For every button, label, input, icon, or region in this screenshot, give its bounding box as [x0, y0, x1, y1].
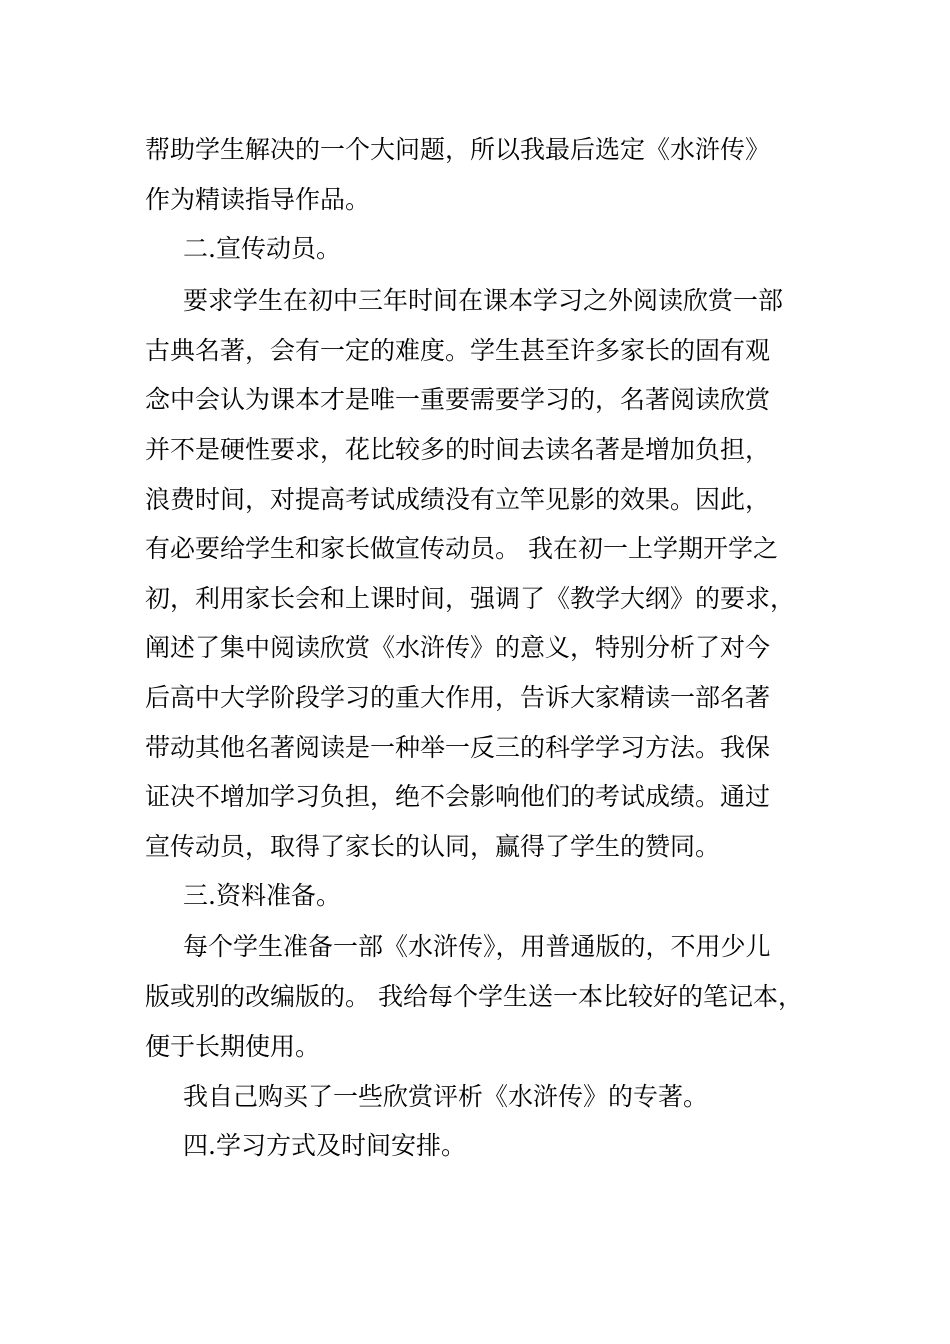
paragraph-line: 初，利用家长会和上课时间，强调了《教学大纲》的要求，	[145, 584, 796, 613]
paragraph-line: 宣传动员，取得了家长的认同，赢得了学生的赞同。	[145, 832, 721, 861]
paragraph-line: 证决不增加学习负担，绝不会影响他们的考试成绩。通过	[145, 782, 771, 811]
paragraph-line: 便于长期使用。	[145, 1032, 321, 1061]
paragraph-line: 后高中大学阶段学习的重大作用，告诉大家精读一部名著	[145, 683, 771, 712]
section-heading: 二.宣传动员。	[183, 234, 341, 263]
paragraph-line: 帮助学生解决的一个大问题，所以我最后选定《水浒传》	[145, 135, 771, 164]
paragraph-line: 每个学生准备一部《水浒传》，用普通版的，不用少儿	[183, 932, 771, 961]
paragraph-line: 带动其他名著阅读是一种举一反三的科学学习方法。我保	[145, 733, 771, 762]
section-heading: 三.资料准备。	[183, 881, 341, 910]
section-heading: 四.学习方式及时间安排。	[183, 1131, 466, 1160]
paragraph-line: 有必要给学生和家长做宣传动员。 我在初一上学期开学之	[145, 534, 778, 563]
paragraph-line: 要求学生在初中三年时间在课本学习之外阅读欣赏一部	[183, 286, 784, 315]
paragraph-line: 并不是硬性要求，花比较多的时间去读名著是增加负担，	[145, 435, 771, 464]
paragraph-line: 念中会认为课本才是唯一重要需要学习的，名著阅读欣赏	[145, 385, 771, 414]
paragraph-line: 阐述了集中阅读欣赏《水浒传》的意义，特别分析了对今	[145, 633, 771, 662]
paragraph-line: 浪费时间，对提高考试成绩没有立竿见影的效果。因此，	[145, 485, 771, 514]
paragraph-line: 版或别的改编版的。 我给每个学生送一本比较好的笔记本，	[145, 982, 803, 1011]
paragraph-line: 作为精读指导作品。	[145, 185, 371, 214]
paragraph-line: 古典名著，会有一定的难度。学生甚至许多家长的固有观	[145, 336, 771, 365]
paragraph-line: 我自己购买了一些欣赏评析《水浒传》的专著。	[183, 1082, 709, 1111]
